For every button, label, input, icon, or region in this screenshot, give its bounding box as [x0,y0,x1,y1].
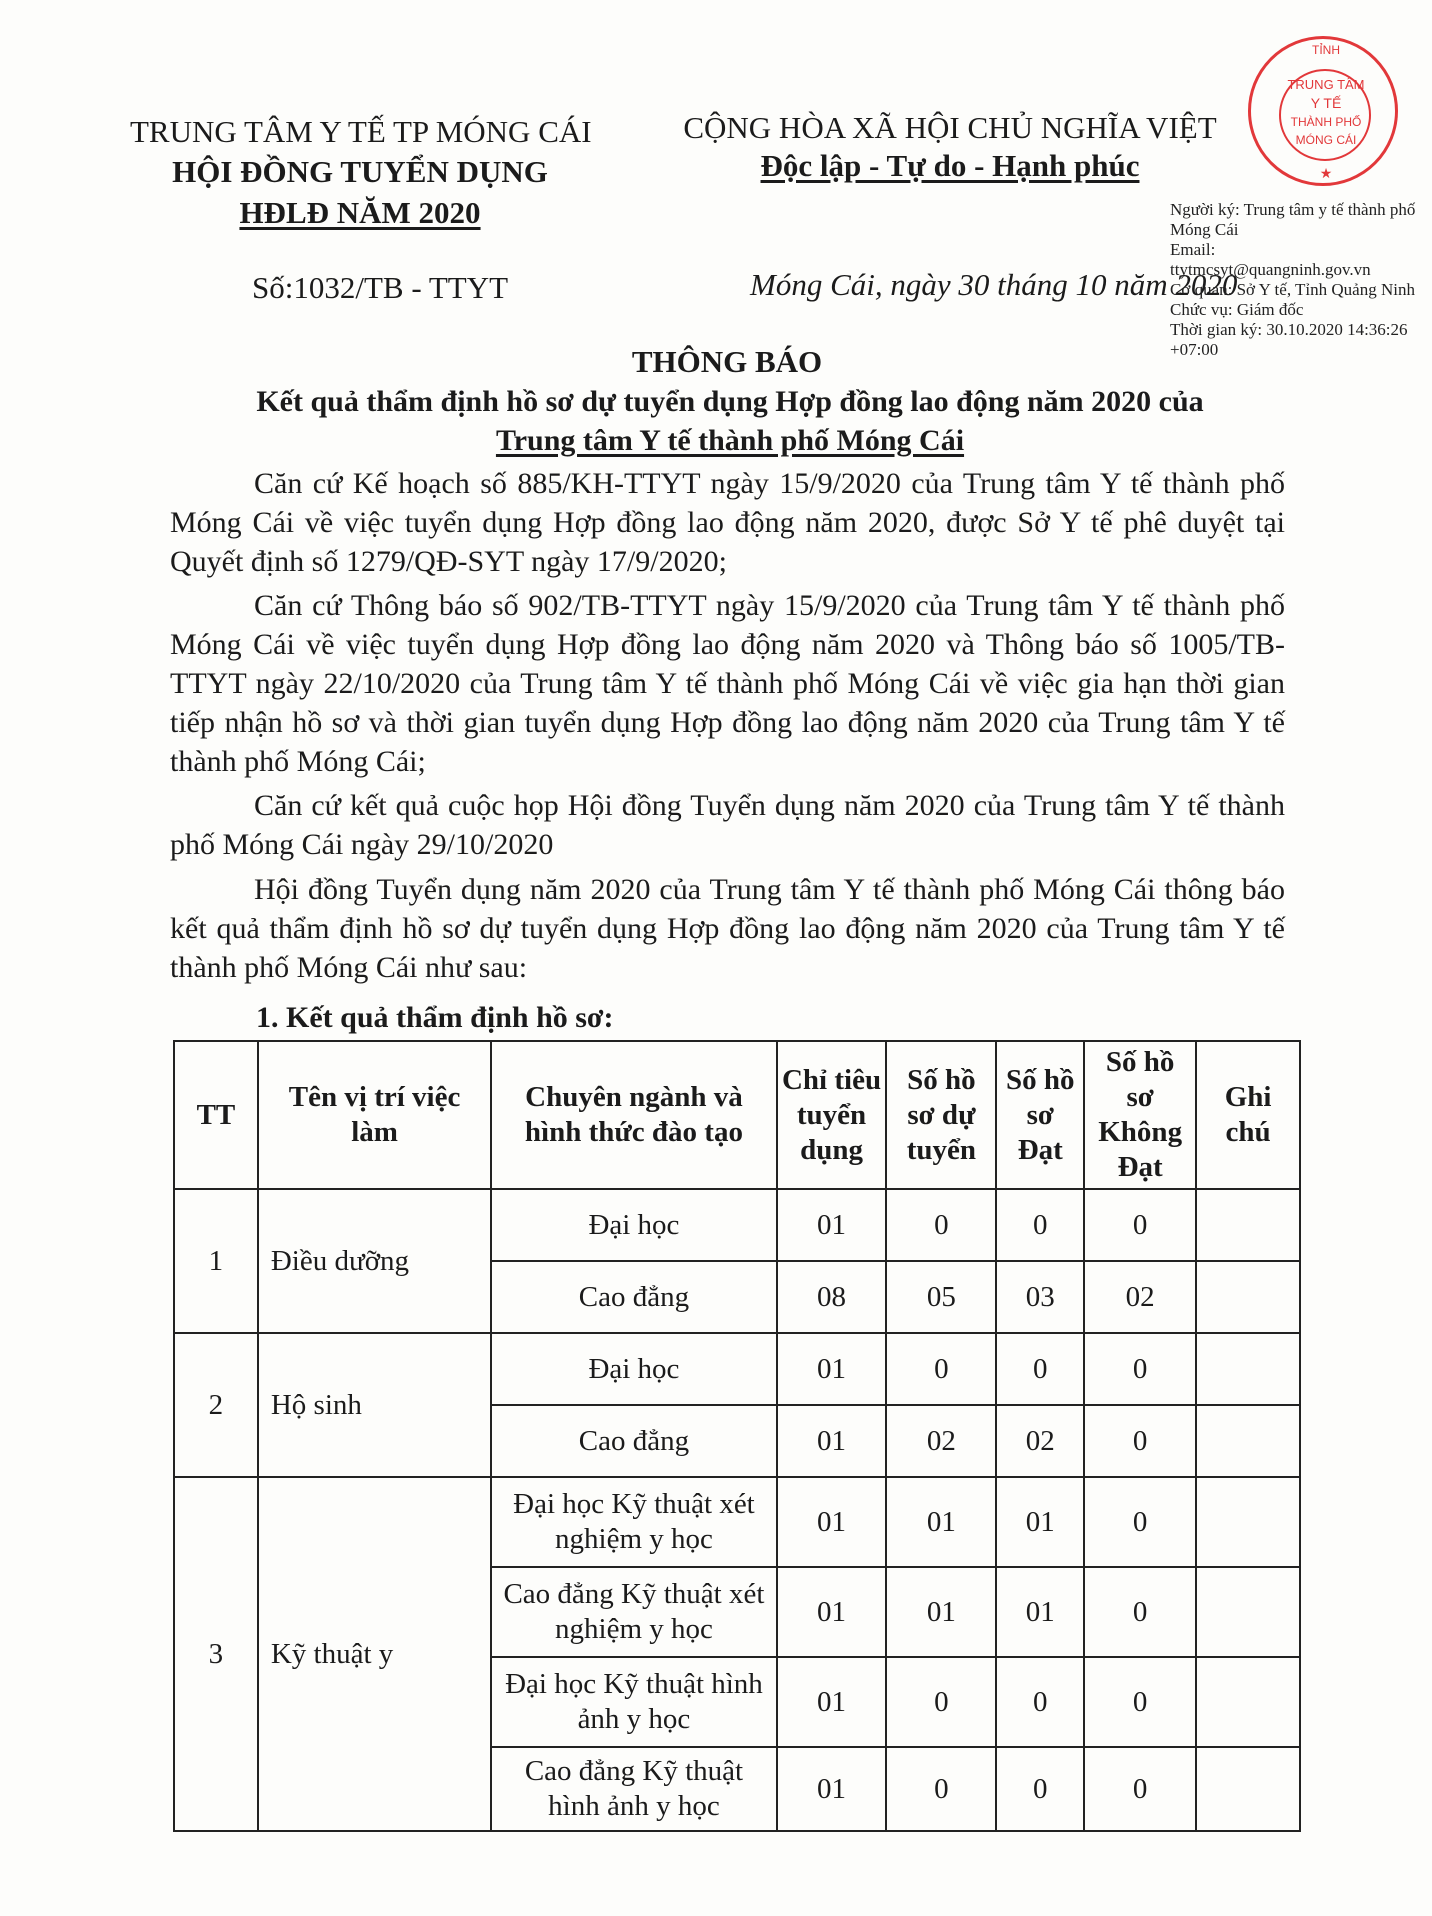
digital-signature-info [1170,200,1420,360]
cell-quota: 01 [777,1477,887,1567]
cell-quota: 01 [777,1747,887,1831]
cell-failed: 0 [1084,1657,1196,1747]
header-passed: Số hồ sơ Đạt [996,1041,1084,1189]
nation-line-2 [675,146,1225,186]
cell-quota: 08 [777,1261,887,1333]
cell-position: Hộ sinh [258,1333,491,1477]
document-number: Số:1032/TB - TTYT [252,270,509,305]
nation-motto: Độc lập - Tự do - Hạnh phúc [760,148,1140,183]
place-date: Móng Cái, ngày 30 tháng 10 năm 2020 [750,267,1238,302]
cell-note [1196,1747,1300,1831]
cell-failed: 02 [1084,1261,1196,1333]
cell-applied: 0 [886,1333,996,1405]
cell-applied: 0 [886,1747,996,1831]
cell-major: Cao đẳng Kỹ thuật xét nghiệm y học [491,1567,776,1657]
org-line-3-text: HĐLĐ NĂM 2020 [239,195,481,230]
cell-applied: 01 [886,1567,996,1657]
cell-tt: 1 [174,1189,258,1333]
cell-passed: 0 [996,1747,1084,1831]
cell-passed: 01 [996,1477,1084,1567]
cell-major: Đại học Kỹ thuật xét nghiệm y học [491,1477,776,1567]
signature-email: Email: ttytmcsyt@quangninh.gov.vn [1170,240,1371,279]
stamp-line-4: MÓNG CÁI [1295,133,1357,147]
document-title: THÔNG BÁO [631,344,823,379]
cell-applied: 01 [886,1477,996,1567]
cell-note [1196,1261,1300,1333]
paragraph-4: Hội đồng Tuyển dụng năm 2020 của Trung tâm Y tế thành phố Móng Cái thông báo kết quả thẩm định hồ sơ dự tuyển dụng Hợp đồng lao động năm 2020 của Trung tâm Y tế thành phố Móng Cái như sau: [170,873,1285,984]
document-subtitle-line-2-text: Trung tâm Y tế thành phố Móng Cái [495,424,965,457]
cell-failed: 0 [1084,1405,1196,1477]
table-row [174,1477,1300,1567]
cell-quota: 01 [777,1189,887,1261]
cell-note [1196,1405,1300,1477]
cell-note [1196,1333,1300,1405]
cell-major: Cao đẳng Kỹ thuật hình ảnh y học [491,1747,776,1831]
stamp-line-3: THÀNH PHỐ [1290,115,1362,129]
cell-position: Điều dưỡng [258,1189,491,1333]
signature-signer: Người ký: Trung tâm y tế thành phố Móng Cái [1170,200,1416,239]
header-applied: Số hồ sơ dự tuyển [886,1041,996,1189]
signature-position: Chức vụ: Giám đốc [1170,300,1304,319]
org-line-1: TRUNG TÂM Y TẾ TP MÓNG CÁI [130,114,592,149]
cell-note [1196,1477,1300,1567]
cell-applied: 05 [886,1261,996,1333]
cell-position: Kỹ thuật y [258,1477,491,1831]
cell-passed: 0 [996,1657,1084,1747]
cell-quota: 01 [777,1567,887,1657]
paragraph-3: Căn cứ kết quả cuộc họp Hội đồng Tuyển dụng năm 2020 của Trung tâm Y tế thành phố Móng Cái ngày 29/10/2020 [170,789,1285,861]
header-position: Tên vị trí việc làm [258,1041,491,1189]
stamp-line-2: Y TẾ [1310,95,1342,111]
cell-failed: 0 [1084,1567,1196,1657]
table-header-row [174,1041,1300,1189]
cell-major: Cao đẳng [491,1405,776,1477]
header-tt: TT [174,1041,258,1189]
cell-failed: 0 [1084,1189,1196,1261]
paragraph-1: Căn cứ Kế hoạch số 885/KH-TTYT ngày 15/9/2020 của Trung tâm Y tế thành phố Móng Cái về việc tuyển dụng Hợp đồng lao động năm 2020, được Sở Y tế phê duyệt tại Quyết định số 1279/QĐ-SYT ngày 17/9/2020; [170,467,1285,578]
cell-failed: 0 [1084,1477,1196,1567]
cell-note [1196,1189,1300,1261]
cell-major: Đại học [491,1189,776,1261]
cell-major: Đại học [491,1333,776,1405]
results-table [173,1040,1301,1832]
cell-failed: 0 [1084,1333,1196,1405]
org-line-2: HỘI ĐỒNG TUYỂN DỤNG [172,154,548,189]
cell-applied: 0 [886,1189,996,1261]
cell-passed: 0 [996,1333,1084,1405]
cell-major: Đại học Kỹ thuật hình ảnh y học [491,1657,776,1747]
cell-tt: 3 [174,1477,258,1831]
cell-applied: 02 [886,1405,996,1477]
header-failed: Số hồ sơ Không Đạt [1084,1041,1196,1189]
section-1-heading: 1. Kết quả thẩm định hồ sơ: [256,1001,614,1034]
cell-major: Cao đẳng [491,1261,776,1333]
cell-passed: 01 [996,1567,1084,1657]
cell-note [1196,1567,1300,1657]
org-line-3 [130,193,590,233]
document-subtitle-line-1: Kết quả thẩm định hồ sơ dự tuyển dụng Hợp đồng lao động năm 2020 của [256,385,1204,418]
cell-quota: 01 [777,1405,887,1477]
cell-failed: 0 [1084,1747,1196,1831]
table-row [174,1189,1300,1261]
cell-passed: 03 [996,1261,1084,1333]
stamp-line-1: TRUNG TÂM [1287,77,1365,92]
header-major: Chuyên ngành và hình thức đào tạo [491,1041,776,1189]
nation-line-1: CỘNG HÒA XÃ HỘI CHỦ NGHĨA VIỆT [683,110,1217,145]
table-row [174,1333,1300,1405]
cell-quota: 01 [777,1333,887,1405]
cell-quota: 01 [777,1657,887,1747]
document-subtitle-line-2 [150,421,1310,460]
official-stamp [1248,36,1398,186]
cell-passed: 02 [996,1405,1084,1477]
signature-time: Thời gian ký: 30.10.2020 14:36:26 +07:00 [1170,320,1408,359]
cell-applied: 0 [886,1657,996,1747]
signature-agency: Cơ quan: Sở Y tế, Tỉnh Quảng Ninh [1170,280,1415,299]
cell-passed: 0 [996,1189,1084,1261]
cell-note [1196,1657,1300,1747]
stamp-star-icon: ★ [1319,165,1333,181]
cell-tt: 2 [174,1333,258,1477]
paragraph-2: Căn cứ Thông báo số 902/TB-TTYT ngày 15/9/2020 của Trung tâm Y tế thành phố Móng Cái về việc tuyển dụng Hợp đồng lao động năm 2020 và Thông báo số 1005/TB-TTYT ngày 22/10/2020 của Trung tâm Y tế thành phố Móng Cái về việc gia hạn thời gian tiếp nhận hồ sơ và thời gian tuyển dụng Hợp đồng lao động năm 2020 của Trung tâm Y tế thành phố Móng Cái; [170,589,1285,778]
header-note: Ghi chú [1196,1041,1300,1189]
stamp-top-text: TỈNH [1312,43,1340,57]
header-quota: Chỉ tiêu tuyển dụng [777,1041,887,1189]
